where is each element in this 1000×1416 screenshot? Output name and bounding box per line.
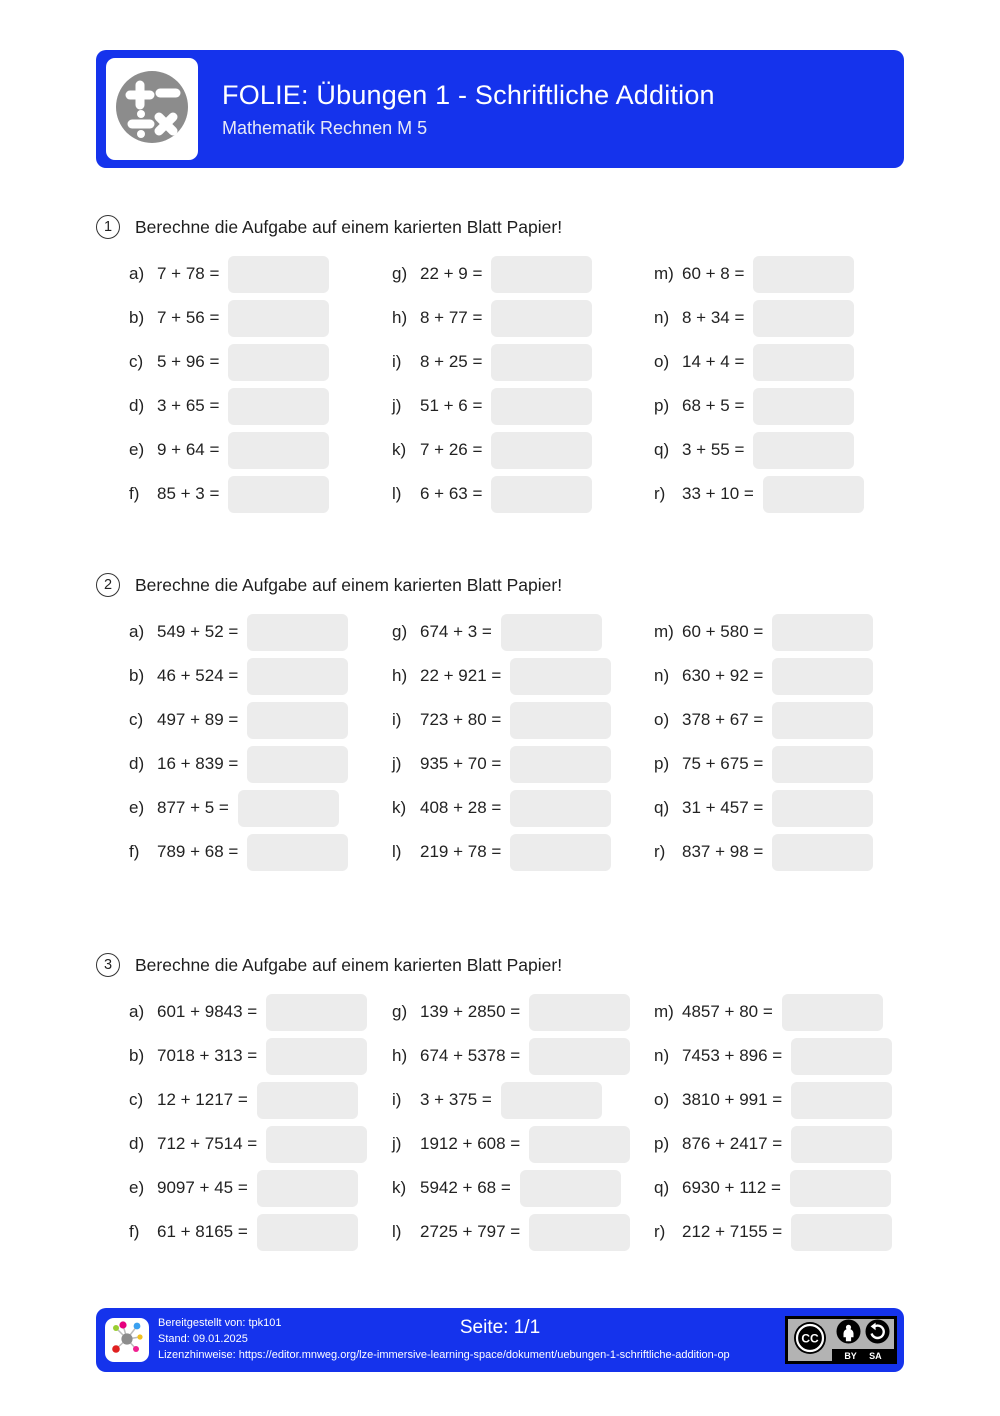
cc-by-person-icon <box>836 1319 861 1349</box>
exercise-label: d) <box>129 396 145 415</box>
exercise-row <box>129 654 392 698</box>
exercise-expression: 935 + 70 = <box>420 754 502 773</box>
exercise-label: j) <box>392 1134 402 1153</box>
exercise-label: o) <box>654 710 670 729</box>
section-number-circle: 3 <box>96 953 120 977</box>
exercise-row <box>129 786 392 830</box>
exercise-row <box>654 786 937 830</box>
answer-box[interactable] <box>247 746 348 783</box>
exercise-label: i) <box>392 710 402 729</box>
exercise-label: i) <box>392 1090 402 1109</box>
exercise-expression: 630 + 92 = <box>682 666 764 685</box>
exercise-row <box>392 990 654 1034</box>
exercise-row <box>654 610 937 654</box>
answer-box[interactable] <box>228 256 329 293</box>
exercise-row <box>392 742 654 786</box>
exercise-column <box>654 610 937 874</box>
answer-box[interactable] <box>772 834 873 871</box>
exercise-row <box>129 1210 392 1254</box>
section-instruction: Berechne die Aufgabe auf einem karierten Blatt Papier! <box>135 216 563 237</box>
exercise-label: m) <box>654 1002 674 1021</box>
exercise-label: f) <box>129 1222 140 1241</box>
exercise-label: b) <box>129 1046 145 1065</box>
exercise-row <box>129 990 392 1034</box>
exercise-label: k) <box>392 1178 407 1197</box>
exercise-expression: 3 + 375 = <box>420 1090 492 1109</box>
answer-box[interactable] <box>520 1170 621 1207</box>
exercise-label: j) <box>392 396 402 415</box>
exercise-label: j) <box>392 754 402 773</box>
exercise-expression: 6 + 63 = <box>420 484 483 503</box>
exercise-label: q) <box>654 1178 670 1197</box>
svg-text:CC: CC <box>801 1331 819 1345</box>
exercise-expression: 16 + 839 = <box>157 754 239 773</box>
answer-box[interactable] <box>247 614 348 651</box>
exercise-expression: 46 + 524 = <box>157 666 239 685</box>
exercise-label: f) <box>129 484 140 503</box>
answer-box[interactable] <box>228 476 329 513</box>
exercise-label: h) <box>392 666 408 685</box>
exercise-expression: 1912 + 608 = <box>420 1134 521 1153</box>
answer-box[interactable] <box>529 994 630 1031</box>
answer-box[interactable] <box>238 790 339 827</box>
exercise-expression: 85 + 3 = <box>157 484 220 503</box>
exercise-label: b) <box>129 666 145 685</box>
answer-box[interactable] <box>529 1038 630 1075</box>
exercise-label: r) <box>654 1222 666 1241</box>
answer-box[interactable] <box>228 300 329 337</box>
cc-sa-label: SA <box>869 1351 882 1361</box>
exercise-row <box>654 698 937 742</box>
exercise-row <box>654 1210 937 1254</box>
exercise-expression: 5 + 96 = <box>157 352 220 371</box>
exercise-label: h) <box>392 1046 408 1065</box>
answer-box[interactable] <box>247 702 348 739</box>
exercise-label: g) <box>392 622 408 641</box>
exercise-row <box>392 830 654 874</box>
exercise-expression: 14 + 4 = <box>682 352 745 371</box>
exercise-expression: 33 + 10 = <box>682 484 754 503</box>
exercise-label: n) <box>654 1046 670 1065</box>
answer-box[interactable] <box>491 388 592 425</box>
exercise-expression: 674 + 3 = <box>420 622 492 641</box>
exercise-row <box>654 990 937 1034</box>
answer-box[interactable] <box>772 790 873 827</box>
exercise-expression: 837 + 98 = <box>682 842 764 861</box>
exercise-label: n) <box>654 666 670 685</box>
exercise-expression: 3 + 65 = <box>157 396 220 415</box>
answer-box[interactable] <box>228 344 329 381</box>
exercise-expression: 7 + 78 = <box>157 264 220 283</box>
answer-box[interactable] <box>266 994 367 1031</box>
exercise-expression: 219 + 78 = <box>420 842 502 861</box>
exercise-label: l) <box>392 484 402 503</box>
answer-box[interactable] <box>228 388 329 425</box>
exercise-expression: 877 + 5 = <box>157 798 229 817</box>
exercise-expression: 8 + 34 = <box>682 308 745 327</box>
exercise-expression: 3 + 55 = <box>682 440 745 459</box>
exercise-expression: 7 + 26 = <box>420 440 483 459</box>
exercise-expression: 139 + 2850 = <box>420 1002 521 1021</box>
exercise-expression: 712 + 7514 = <box>157 1134 258 1153</box>
exercise-row <box>654 252 937 296</box>
cc-sa-arrow-icon <box>865 1319 890 1349</box>
exercise-expression: 9097 + 45 = <box>157 1178 248 1197</box>
answer-box[interactable] <box>763 476 864 513</box>
answer-box[interactable] <box>772 746 873 783</box>
exercise-label: c) <box>129 352 144 371</box>
exercise-row <box>654 384 937 428</box>
exercise-row <box>129 384 392 428</box>
exercise-row <box>392 472 654 516</box>
exercise-row <box>129 1122 392 1166</box>
answer-box[interactable] <box>491 476 592 513</box>
answer-box[interactable] <box>266 1126 367 1163</box>
section-number-circle: 2 <box>96 573 120 597</box>
exercise-expression: 674 + 5378 = <box>420 1046 521 1065</box>
exercise-expression: 378 + 67 = <box>682 710 764 729</box>
cc-logo-icon <box>793 1321 827 1360</box>
exercise-label: g) <box>392 264 408 283</box>
exercise-label: m) <box>654 622 674 641</box>
section-instruction: Berechne die Aufgabe auf einem karierten Blatt Papier! <box>135 954 563 975</box>
answer-box[interactable] <box>529 1126 630 1163</box>
exercise-expression: 7 + 56 = <box>157 308 220 327</box>
exercise-row <box>129 296 392 340</box>
answer-box[interactable] <box>491 256 592 293</box>
exercise-column <box>392 610 654 874</box>
exercise-label: a) <box>129 1002 145 1021</box>
answer-box[interactable] <box>501 614 602 651</box>
exercise-label: d) <box>129 1134 145 1153</box>
exercise-label: o) <box>654 352 670 371</box>
exercise-label: e) <box>129 798 145 817</box>
answer-box[interactable] <box>247 658 348 695</box>
exercise-row <box>654 296 937 340</box>
exercise-expression: 601 + 9843 = <box>157 1002 258 1021</box>
exercise-column <box>392 990 654 1254</box>
answer-box[interactable] <box>791 1126 892 1163</box>
worksheet-logo <box>106 58 198 160</box>
exercise-expression: 22 + 9 = <box>420 264 483 283</box>
cc-by-label: BY <box>844 1351 857 1361</box>
exercise-label: o) <box>654 1090 670 1109</box>
answer-box[interactable] <box>266 1038 367 1075</box>
exercise-expression: 12 + 1217 = <box>157 1090 248 1109</box>
exercise-row <box>654 1078 937 1122</box>
exercise-row <box>392 296 654 340</box>
exercise-expression: 61 + 8165 = <box>157 1222 248 1241</box>
exercise-row <box>654 1166 937 1210</box>
page-title: FOLIE: Übungen 1 - Schriftliche Addition <box>222 79 715 110</box>
exercise-expression: 549 + 52 = <box>157 622 239 641</box>
exercise-column <box>654 252 937 516</box>
exercise-row <box>129 1034 392 1078</box>
answer-box[interactable] <box>501 1082 602 1119</box>
exercise-expression: 7018 + 313 = <box>157 1046 258 1065</box>
exercise-row <box>654 1034 937 1078</box>
exercise-row <box>129 252 392 296</box>
provider-logo <box>105 1318 149 1362</box>
exercise-expression: 5942 + 68 = <box>420 1178 511 1197</box>
exercise-label: r) <box>654 484 666 503</box>
exercise-expression: 60 + 8 = <box>682 264 745 283</box>
exercise-row <box>654 340 937 384</box>
exercise-row <box>654 830 937 874</box>
exercise-label: f) <box>129 842 140 861</box>
footer-banner <box>96 1308 904 1372</box>
exercise-row <box>392 252 654 296</box>
exercise-row <box>654 742 937 786</box>
exercise-column <box>129 990 392 1254</box>
answer-box[interactable] <box>529 1214 630 1251</box>
exercise-expression: 408 + 28 = <box>420 798 502 817</box>
answer-box[interactable] <box>510 790 611 827</box>
exercise-label: m) <box>654 264 674 283</box>
answer-box[interactable] <box>772 614 873 651</box>
exercise-row <box>129 472 392 516</box>
exercise-label: b) <box>129 308 145 327</box>
exercise-expression: 789 + 68 = <box>157 842 239 861</box>
answer-box[interactable] <box>753 300 854 337</box>
exercise-label: n) <box>654 308 670 327</box>
exercise-label: a) <box>129 622 145 641</box>
exercise-label: k) <box>392 798 407 817</box>
exercise-expression: 31 + 457 = <box>682 798 764 817</box>
exercise-row <box>392 1034 654 1078</box>
answer-box[interactable] <box>791 1214 892 1251</box>
exercise-label: q) <box>654 798 670 817</box>
exercise-expression: 7453 + 896 = <box>682 1046 783 1065</box>
exercise-row <box>129 742 392 786</box>
exercise-expression: 68 + 5 = <box>682 396 745 415</box>
exercise-column <box>654 990 937 1254</box>
exercise-expression: 497 + 89 = <box>157 710 239 729</box>
exercise-expression: 51 + 6 = <box>420 396 483 415</box>
exercise-label: p) <box>654 754 670 773</box>
exercise-row <box>392 1122 654 1166</box>
exercise-expression: 2725 + 797 = <box>420 1222 521 1241</box>
exercise-column <box>129 610 392 874</box>
exercise-row <box>392 340 654 384</box>
exercise-label: r) <box>654 842 666 861</box>
section-instruction: Berechne die Aufgabe auf einem karierten Blatt Papier! <box>135 574 563 595</box>
exercise-row <box>654 428 937 472</box>
exercise-label: q) <box>654 440 670 459</box>
answer-box[interactable] <box>753 388 854 425</box>
provided-by-text: Bereitgestellt von: tpk101 <box>158 1317 282 1329</box>
exercise-row <box>392 786 654 830</box>
page-subtitle: Mathematik Rechnen M 5 <box>222 117 428 138</box>
section-3 <box>96 952 904 1254</box>
exercise-expression: 212 + 7155 = <box>682 1222 783 1241</box>
exercise-label: c) <box>129 1090 144 1109</box>
exercise-expression: 75 + 675 = <box>682 754 764 773</box>
exercise-row <box>129 1166 392 1210</box>
answer-box[interactable] <box>791 1082 892 1119</box>
answer-box[interactable] <box>510 658 611 695</box>
date-text: Stand: 09.01.2025 <box>158 1333 248 1345</box>
exercise-row <box>392 610 654 654</box>
cc-by-sa-license-badge[interactable] <box>785 1316 897 1364</box>
answer-box[interactable] <box>228 432 329 469</box>
exercise-expression: 6930 + 112 = <box>682 1178 781 1197</box>
exercise-row <box>129 1078 392 1122</box>
exercise-label: k) <box>392 440 407 459</box>
exercise-expression: 4857 + 80 = <box>682 1002 773 1021</box>
answer-box[interactable] <box>772 702 873 739</box>
exercise-label: l) <box>392 842 402 861</box>
section-number-circle: 1 <box>96 215 120 239</box>
exercise-expression: 723 + 80 = <box>420 710 502 729</box>
answer-box[interactable] <box>247 834 348 871</box>
exercise-label: l) <box>392 1222 402 1241</box>
exercise-label: p) <box>654 396 670 415</box>
answer-box[interactable] <box>510 834 611 871</box>
section-heading <box>96 952 904 978</box>
exercise-row <box>129 698 392 742</box>
answer-box[interactable] <box>257 1082 358 1119</box>
exercise-label: h) <box>392 308 408 327</box>
license-text: Lizenzhinweise: https://editor.mnweg.org/lze-immersive-learning-space/dokument/uebungen-1-schriftliche-addition-op <box>158 1349 730 1361</box>
section-heading <box>96 572 904 598</box>
exercise-row <box>392 1210 654 1254</box>
molecule-network-icon <box>109 1320 145 1361</box>
answer-box[interactable] <box>491 300 592 337</box>
exercise-label: e) <box>129 440 145 459</box>
answer-box[interactable] <box>257 1170 358 1207</box>
answer-box[interactable] <box>782 994 883 1031</box>
exercise-expression: 8 + 25 = <box>420 352 483 371</box>
exercise-expression: 9 + 64 = <box>157 440 220 459</box>
exercise-label: g) <box>392 1002 408 1021</box>
exercise-label: c) <box>129 710 144 729</box>
exercise-column <box>392 252 654 516</box>
answer-box[interactable] <box>753 256 854 293</box>
answer-box[interactable] <box>772 658 873 695</box>
answer-box[interactable] <box>510 702 611 739</box>
math-operations-icon <box>113 68 191 151</box>
exercise-label: a) <box>129 264 145 283</box>
exercise-row <box>654 1122 937 1166</box>
exercise-label: d) <box>129 754 145 773</box>
answer-box[interactable] <box>491 432 592 469</box>
answer-box[interactable] <box>510 746 611 783</box>
section-heading <box>96 214 904 240</box>
exercise-row <box>392 1078 654 1122</box>
section-2 <box>96 572 904 874</box>
answer-box[interactable] <box>491 344 592 381</box>
page-indicator: Seite: 1/1 <box>459 1317 541 1338</box>
exercise-row <box>392 428 654 472</box>
answer-box[interactable] <box>790 1170 891 1207</box>
header-banner <box>96 50 904 168</box>
exercise-row <box>129 830 392 874</box>
exercise-row <box>129 428 392 472</box>
exercise-row <box>392 698 654 742</box>
exercise-row <box>392 384 654 428</box>
answer-box[interactable] <box>753 344 854 381</box>
exercise-row <box>654 654 937 698</box>
answer-box[interactable] <box>257 1214 358 1251</box>
exercise-expression: 3810 + 991 = <box>682 1090 783 1109</box>
exercise-label: i) <box>392 352 402 371</box>
section-1 <box>96 214 904 516</box>
exercise-expression: 22 + 921 = <box>420 666 502 685</box>
exercise-expression: 876 + 2417 = <box>682 1134 783 1153</box>
exercise-column <box>129 252 392 516</box>
answer-box[interactable] <box>753 432 854 469</box>
exercise-label: e) <box>129 1178 145 1197</box>
exercise-expression: 60 + 580 = <box>682 622 764 641</box>
exercise-row <box>129 340 392 384</box>
exercise-row <box>392 654 654 698</box>
exercise-label: p) <box>654 1134 670 1153</box>
answer-box[interactable] <box>791 1038 892 1075</box>
exercise-expression: 8 + 77 = <box>420 308 483 327</box>
exercise-row <box>392 1166 654 1210</box>
exercise-row <box>654 472 937 516</box>
exercise-row <box>129 610 392 654</box>
